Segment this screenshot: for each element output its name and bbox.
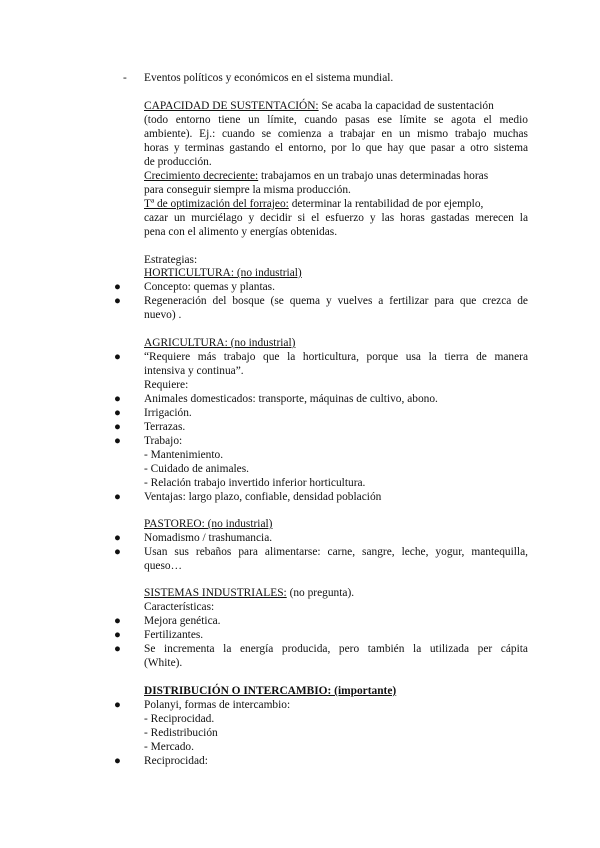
list-item: Nomadismo / trashumancia. bbox=[144, 532, 273, 544]
sub-item: - Mercado. bbox=[144, 741, 194, 753]
crecimiento-line: para conseguir siempre la misma producción. bbox=[144, 184, 351, 196]
list-item: Irrigación. bbox=[144, 407, 192, 419]
list-item: Trabajo: bbox=[144, 435, 183, 447]
list-item-continuation: (White). bbox=[144, 657, 183, 669]
capacidad-line: (todo entorno tiene un límite, cuando pasas ese límite se agota el medio bbox=[144, 114, 528, 126]
requiere-label: Requiere: bbox=[144, 379, 189, 391]
bullet-icon: ● bbox=[114, 755, 121, 767]
bullet-icon: ● bbox=[114, 393, 121, 405]
list-item: Fertilizantes. bbox=[144, 629, 204, 641]
sub-item: - Redistribución bbox=[144, 727, 218, 739]
bullet-icon: ● bbox=[114, 435, 121, 447]
optimizacion-line: cazar un murciélago y decidir si el esfuerzo y las horas gastadas merecen la bbox=[144, 212, 528, 224]
bullet-icon: ● bbox=[114, 421, 121, 433]
list-item: Usan sus rebaños para alimentarse: carne, sangre, leche, yogur, mantequilla, bbox=[144, 546, 528, 558]
caracteristicas-label: Características: bbox=[144, 601, 215, 613]
list-item: Concepto: quemas y plantas. bbox=[144, 281, 275, 293]
capacidad-line: de producción. bbox=[144, 156, 212, 168]
bullet-icon: ● bbox=[114, 532, 121, 544]
list-item: Mejora genética. bbox=[144, 615, 221, 627]
list-item-continuation: nuevo) . bbox=[144, 309, 182, 321]
crecimiento-line-1: Crecimiento decreciente: trabajamos en un trabajo unas determinadas horas bbox=[144, 170, 489, 182]
sub-item: - Cuidado de animales. bbox=[144, 463, 250, 475]
agricultura-heading: AGRICULTURA: (no industrial) bbox=[144, 337, 296, 349]
capacidad-term: CAPACIDAD DE SUSTENTACIÓN: bbox=[144, 100, 319, 112]
optimizacion-line: pena con el alimento y energías obtenidas. bbox=[144, 226, 338, 238]
bullet-icon: ● bbox=[114, 629, 121, 641]
industriales-heading: SISTEMAS INDUSTRIALES: bbox=[144, 587, 287, 599]
capacidad-line: horas y terminas gastando el entorno, por lo que hay que pasar a otro sistema bbox=[144, 142, 528, 154]
bullet-icon: ● bbox=[114, 546, 121, 558]
sub-item: - Relación trabajo invertido inferior horticultura. bbox=[144, 477, 366, 489]
estrategias-label: Estrategias: bbox=[144, 254, 198, 266]
bullet-icon: ● bbox=[114, 699, 121, 711]
intro-line: Eventos políticos y económicos en el sistema mundial. bbox=[144, 72, 394, 84]
crecimiento-term: Crecimiento decreciente: bbox=[144, 170, 259, 182]
agricultura-quote-line: intensiva y continua”. bbox=[144, 365, 244, 377]
bullet-icon: ● bbox=[114, 351, 121, 363]
dash-marker: - bbox=[123, 72, 127, 84]
sub-item: - Mantenimiento. bbox=[144, 449, 224, 461]
sub-item: - Reciprocidad. bbox=[144, 713, 215, 725]
list-item: Terrazas. bbox=[144, 421, 186, 433]
list-item: Regeneración del bosque (se quema y vuelves a fertilizar para que crezca de bbox=[144, 295, 528, 307]
list-item: Se incrementa la energía producida, pero también la utilizada per cápita bbox=[144, 643, 528, 655]
pastoreo-heading: PASTOREO: (no industrial) bbox=[144, 518, 273, 530]
bullet-icon: ● bbox=[114, 643, 121, 655]
bullet-icon: ● bbox=[114, 491, 121, 503]
list-item: Polanyi, formas de intercambio: bbox=[144, 699, 291, 711]
optimizacion-term: Tª de optimización del forrajeo: bbox=[144, 198, 289, 210]
capacidad-line: ambiente). Ej.: cuando se comienza a trabajar en un mismo trabajo muchas bbox=[144, 128, 528, 140]
list-item: Animales domesticados: transporte, máquinas de cultivo, abono. bbox=[144, 393, 438, 405]
industriales-heading-line: SISTEMAS INDUSTRIALES: (no pregunta). bbox=[144, 587, 355, 599]
bullet-icon: ● bbox=[114, 295, 121, 307]
horticultura-heading: HORTICULTURA: (no industrial) bbox=[144, 267, 302, 279]
bullet-icon: ● bbox=[114, 615, 121, 627]
list-item: Ventajas: largo plazo, confiable, densidad población bbox=[144, 491, 382, 503]
bullet-icon: ● bbox=[114, 281, 121, 293]
optimizacion-line-1: Tª de optimización del forrajeo: determinar la rentabilidad de por ejemplo, bbox=[144, 198, 484, 210]
list-item: Reciprocidad: bbox=[144, 755, 208, 767]
list-item-continuation: queso… bbox=[144, 560, 182, 572]
bullet-icon: ● bbox=[114, 407, 121, 419]
distribucion-heading: DISTRIBUCIÓN O INTERCAMBIO: (importante) bbox=[144, 685, 397, 697]
capacidad-paragraph-line-1: CAPACIDAD DE SUSTENTACIÓN: Se acaba la capacidad de sustentación bbox=[144, 100, 494, 112]
agricultura-quote-line: “Requiere más trabajo que la horticultura, porque usa la tierra de manera bbox=[144, 351, 528, 363]
